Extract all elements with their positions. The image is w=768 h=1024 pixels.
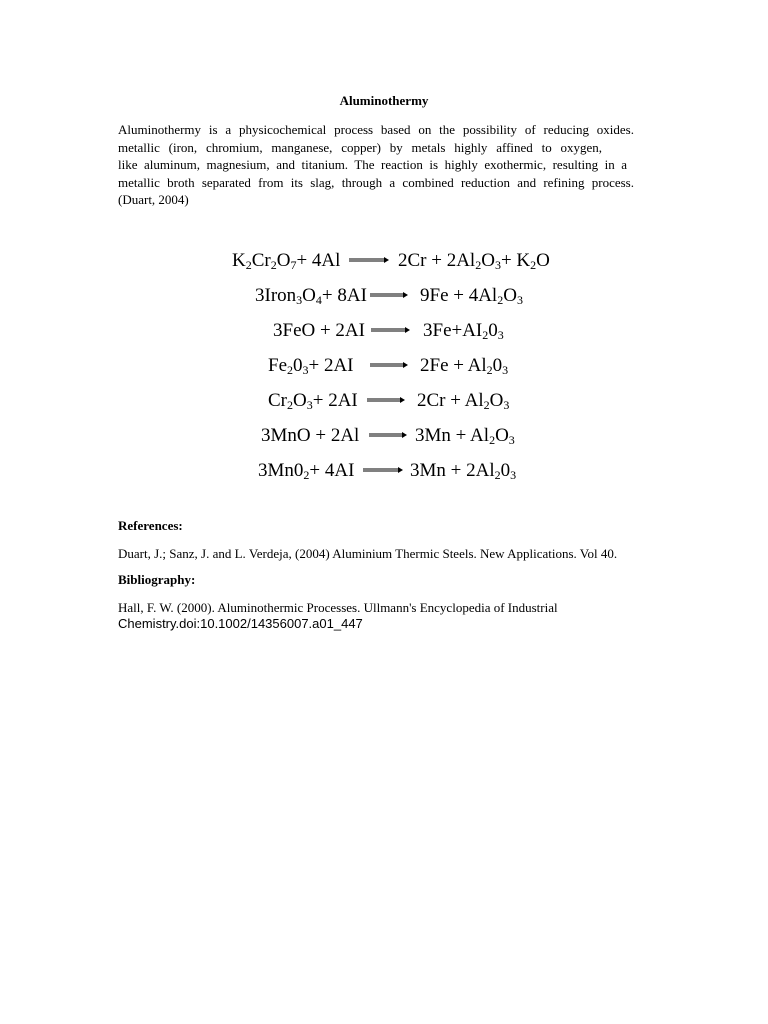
equation-rhs [398,248,550,274]
equation-rhs [410,458,516,484]
equation-rhs [420,283,523,309]
formula-text: 3MnO + 2Al [261,425,360,446]
equation-lhs [268,388,358,414]
document-title: Aluminothermy [339,93,429,108]
references-heading: References: [118,518,183,533]
formula-text: 3Mn + 2Al [410,460,495,481]
formula-text: O [481,250,495,271]
equation-rhs [423,318,504,344]
intro-line: (Duart, 2004) [118,192,189,207]
formula-text: + 2AI [312,390,358,411]
subscript: 3 [508,433,515,447]
formula-text: 2Cr + 2Al [398,250,476,271]
subscript: 2 [530,258,537,272]
formula-text: K [232,250,246,271]
subscript: 7 [290,258,297,272]
reaction-arrow-icon [371,327,410,333]
subscript: 2 [483,398,490,412]
subscript: 4 [315,293,322,307]
formula-text: 3Iron [255,285,297,306]
bibliography-heading: Bibliography: [118,572,196,587]
formula-text: O [503,285,517,306]
formula-text: O [489,390,504,411]
formula-text: 9Fe + 4Al [420,285,498,306]
equation-rhs [415,423,515,449]
formula-text: + 4Al [296,250,341,271]
reference-entry: Duart, J.; Sanz, J. and L. Verdeja, (2004) Aluminium Thermic Steels. New Applications. Vol 40. [118,546,618,561]
equation-rhs [417,388,509,414]
subscript: 3 [497,328,504,342]
equation-row [0,388,768,414]
equation-row [0,423,768,449]
equation-lhs [273,318,365,344]
formula-text: O [276,250,291,271]
bibliography-entry [118,600,638,632]
reaction-arrow-icon [370,362,408,368]
formula-text: + 4AI [309,460,355,481]
subscript: 2 [482,328,489,342]
reaction-arrow-icon [370,292,408,298]
reaction-arrow-icon [363,467,403,473]
bibliography-entry-line: Chemistry.doi:10.1002/14356007.a01_447 [118,616,363,631]
equation-rhs [420,353,508,379]
formula-text: Fe [268,355,287,376]
equation-lhs [258,458,354,484]
formula-text: + 8AI [321,285,367,306]
formula-text: Cr [268,390,287,411]
formula-text: 0 [293,355,303,376]
formula-text: 2Fe + Al [420,355,487,376]
formula-text: 3Mn + Al [415,425,490,446]
formula-text: O [536,250,550,271]
formula-text: 3Mn0 [258,460,304,481]
formula-text: 0 [500,460,511,481]
equation-lhs [268,353,354,379]
equation-row [0,353,768,379]
formula-text: 0 [488,320,498,341]
subscript: 2 [303,468,310,482]
subscript: 2 [287,398,293,412]
formula-text: O [302,285,316,306]
equation-row [0,458,768,484]
equation-lhs [255,283,367,309]
subscript: 3 [306,398,313,412]
subscript: 3 [510,468,517,482]
subscript: 2 [489,433,496,447]
formula-text: 2Cr + Al [417,390,484,411]
intro-line: metallic broth separated from its slag, through a combined reduction and refining process. [118,174,634,190]
equation-row [0,283,768,309]
subscript: 3 [296,293,303,307]
formula-text: O [293,390,307,411]
formula-text: 3FeO + 2AI [273,320,365,341]
equation-row [0,248,768,274]
subscript: 3 [516,293,523,307]
subscript: 2 [245,258,252,272]
formula-text: O [495,425,509,446]
subscript: 2 [270,258,277,272]
equation-row [0,318,768,344]
subscript: 3 [302,363,309,377]
subscript: 3 [494,258,501,272]
formula-text: + 2AI [308,355,354,376]
subscript: 2 [497,293,504,307]
intro-line: metallic (iron, chromium, manganese, copper) by metals highly affined to oxygen, [118,139,602,155]
formula-text: + K [500,250,531,271]
subscript: 2 [494,468,501,482]
bibliography-entry-line: Hall, F. W. (2000). Aluminothermic Processes. Ullmann's Encyclopedia of Industrial [118,600,558,615]
reaction-arrow-icon [349,257,389,263]
subscript: 2 [486,363,493,377]
subscript: 3 [503,398,510,412]
reaction-arrow-icon [367,397,405,403]
formula-text: 0 [492,355,503,376]
intro-line: like aluminum, magnesium, and titanium. The reaction is highly exothermic, resulting in a [118,157,627,172]
formula-text: Cr [251,250,271,271]
intro-line: Aluminothermy is a physicochemical process based on the possibility of reducing oxides. [118,122,634,137]
equation-lhs [261,423,359,449]
intro-paragraph [118,121,634,209]
subscript: 3 [502,363,509,377]
equation-lhs [232,248,340,274]
subscript: 2 [287,363,293,377]
subscript: 2 [475,258,482,272]
reaction-arrow-icon [369,432,407,438]
formula-text: 3Fe+AI [423,320,483,341]
